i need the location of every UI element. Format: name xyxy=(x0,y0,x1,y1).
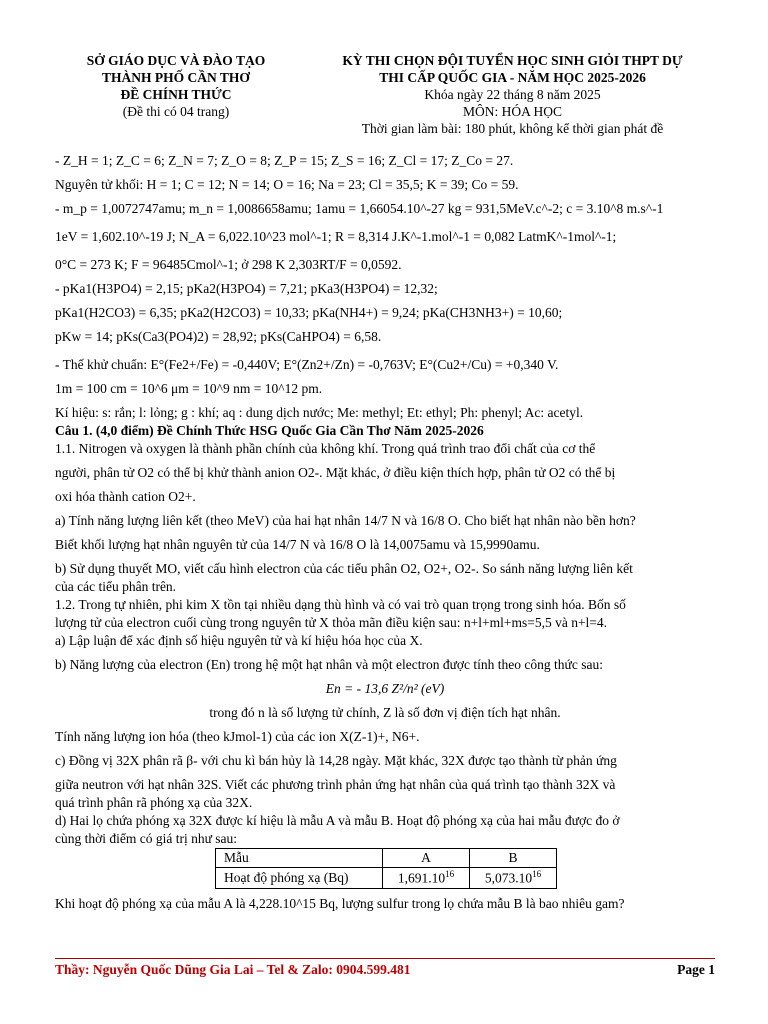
footer-rule xyxy=(55,958,715,959)
q1-1a-text-2: Biết khối lượng hạt nhân nguyên tử của 14/7 N và 16/8 O là 14,0075amu và 15,9990amu. xyxy=(55,537,540,552)
department-name: SỞ GIÁO DỤC VÀ ĐÀO TẠO xyxy=(86,53,266,68)
exam-body xyxy=(55,150,715,913)
q1-2d-text-2: cùng thời điểm có giá trị như sau: xyxy=(55,831,238,846)
q1-2c-text-1: c) Đồng vị 32X phân rã β- với chu kì bán hủy là 14,28 ngày. Mặt khác, 32X được tạo thành từ phản ứng xyxy=(55,753,617,768)
constants-line2: 1eV = 1,602.10^-19 J; N_A = 6,022.10^23 mol^-1; R = 8,314 J.K^-1.mol^-1 = 0,082 LatmK^-1mol^-1; xyxy=(55,229,617,244)
formula-explanation: trong đó n là số lượng tử chính, Z là số đơn vị điện tích hạt nhân. xyxy=(209,705,561,720)
table-header-a: A xyxy=(383,849,470,868)
pka-line2: pKa1(H2CO3) = 6,35; pKa2(H2CO3) = 10,33; pKa(NH4+) = 9,24; pKa(CH3NH3+) = 10,60; xyxy=(55,305,563,320)
table-row xyxy=(216,868,557,889)
q1-1-text-b: người, phân tử O2 có thể bị khử thành anion O2-. Mặt khác, ở điều kiện thích hợp, phân tử O2 có thể bị xyxy=(55,465,616,480)
ionization-text: Tính năng lượng ion hóa (theo kJmol-1) của các ion X(Z-1)+, N6+. xyxy=(55,729,420,744)
q1-2c-text-2: giữa neutron với hạt nhân 32S. Viết các phương trình phản ứng hạt nhân của quá trình tạo thành 32X và xyxy=(55,777,616,792)
atomic-masses: Nguyên tử khối: H = 1; C = 12; N = 14; O = 16; Na = 23; Cl = 35,5; K = 39; Co = 59. xyxy=(55,177,519,192)
question-1-title: Câu 1. (4,0 điểm) Đề Chính Thức HSG Quốc Gia Cần Thơ Năm 2025-2026 xyxy=(55,423,484,438)
q1-2-text-a: 1.2. Trong tự nhiên, phi kim X tồn tại nhiều dạng thù hình và có vai trò quan trọng trong sinh hóa. Bốn số xyxy=(55,597,626,612)
exam-date: Khóa ngày 22 tháng 8 năm 2025 xyxy=(424,87,601,102)
table-header-sample: Mẫu xyxy=(216,849,383,868)
table-header-b: B xyxy=(470,849,557,868)
pka-line1: - pKa1(H3PO4) = 2,15; pKa2(H3PO4) = 7,21; pKa3(H3PO4) = 12,32; xyxy=(55,281,438,296)
header-left xyxy=(62,52,290,120)
page-footer xyxy=(55,962,715,978)
q1-2d-text-1: d) Hai lọ chứa phóng xạ 32X được kí hiệu là mẫu A và mẫu B. Hoạt độ phóng xạ của hai mẫu được đo ở xyxy=(55,813,620,828)
official-label: ĐỀ CHÍNH THỨC xyxy=(120,87,232,102)
q1-2a-text: a) Lập luận để xác định số hiệu nguyên tử và kí hiệu hóa học của X. xyxy=(55,633,423,648)
symbols-legend: Kí hiệu: s: rắn; l: lỏng; g : khí; aq : dung dịch nước; Me: methyl; Et: ethyl; Ph: phenyl; Ac: acetyl. xyxy=(55,405,584,420)
footer-author: Thầy: Nguyễn Quốc Dũng Gia Lai – Tel & Zalo: 0904.599.481 xyxy=(55,962,411,977)
activity-table xyxy=(215,848,557,889)
table-cell-label: Hoạt độ phóng xạ (Bq) xyxy=(216,868,383,889)
q1-1-text-a: 1.1. Nitrogen và oxygen là thành phần chính của không khí. Trong quá trình trao đổi chất của cơ thể xyxy=(55,441,596,456)
atomic-numbers: - Z_H = 1; Z_C = 6; Z_N = 7; Z_O = 8; Z_P = 15; Z_S = 16; Z_Cl = 17; Z_Co = 27. xyxy=(55,153,514,168)
unit-conversions: 1m = 100 cm = 10^6 μm = 10^9 nm = 10^12 pm. xyxy=(55,381,323,396)
constants-line1: - m_p = 1,0072747amu; m_n = 1,0086658amu; 1amu = 1,66054.10^-27 kg = 931,5MeV.c^-2; c = 3.10^8 m.s^-1 xyxy=(55,201,664,216)
q1-1-text-c: oxi hóa thành cation O2+. xyxy=(55,489,196,504)
q1-2c-text-3: quá trình phân rã phóng xạ của 32X. xyxy=(55,795,253,810)
q1-2-text-b: lượng tử của electron cuối cùng trong nguyên tử X thỏa mãn điều kiện sau: n+l+ml+ms=5,5 và n+l=4. xyxy=(55,615,608,630)
page-number: Page 1 xyxy=(677,962,715,977)
pks-line: pKw = 14; pKs(Ca3(PO4)2) = 28,92; pKs(CaHPO4) = 6,58. xyxy=(55,329,382,344)
exam-title-line1: KỲ THI CHỌN ĐỘI TUYỂN HỌC SINH GIỎI THPT DỰ xyxy=(342,53,683,68)
city-name: THÀNH PHỐ CẦN THƠ xyxy=(102,70,250,85)
subject: MÔN: HÓA HỌC xyxy=(462,104,562,119)
exam-title-line2: THI CẤP QUỐC GIA - NĂM HỌC 2025-2026 xyxy=(379,70,646,85)
standard-potentials: - Thế khử chuẩn: E°(Fe2+/Fe) = -0,440V; E°(Zn2+/Zn) = -0,763V; E°(Cu2+/Cu) = +0,340 V. xyxy=(55,357,559,372)
energy-formula: En = - 13,6 Z²/n² (eV) xyxy=(325,681,445,696)
exam-duration: Thời gian làm bài: 180 phút, không kể thời gian phát đề xyxy=(361,121,664,136)
table-row xyxy=(216,849,557,868)
q1-1a-text-1: a) Tính năng lượng liên kết (theo MeV) của hai hạt nhân 14/7 N và 16/8 O. Cho biết hạt nhân nào bền hơn? xyxy=(55,513,636,528)
table-cell-a: 1,691.10$^{16}$ xyxy=(383,868,470,889)
q1-1b-text-1: b) Sử dụng thuyết MO, viết cấu hình electron của các tiểu phân O2, O2+, O2-. So sánh năng lượng liên kết xyxy=(55,561,633,576)
constants-line3: 0°C = 273 K; F = 96485Cmol^-1; ở 298 K 2,303RT/F = 0,0592. xyxy=(55,257,402,272)
q1-2b-text: b) Năng lượng của electron (En) trong hệ một hạt nhân và một electron được tính theo công thức sau: xyxy=(55,657,603,672)
table-cell-b: 5,073.10$^{16}$ xyxy=(470,868,557,889)
final-question: Khi hoạt độ phóng xạ của mẫu A là 4,228.10^15 Bq, lượng sulfur trong lọ chứa mẫu B là bao nhiêu gam? xyxy=(55,895,625,911)
header-right xyxy=(300,52,725,137)
q1-1b-text-2: của các tiểu phân trên. xyxy=(55,579,177,594)
page-count-note: (Đề thi có 04 trang) xyxy=(122,104,230,119)
